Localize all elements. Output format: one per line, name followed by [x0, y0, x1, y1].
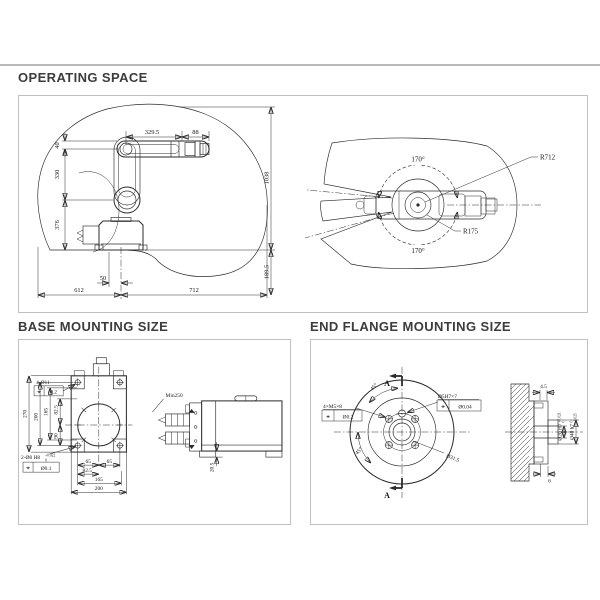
dim-40: 40	[54, 142, 61, 149]
base-side-view	[152, 393, 281, 472]
top-divider	[0, 64, 600, 66]
section-label-top: A	[384, 379, 390, 388]
end-flange-drawing	[311, 340, 587, 524]
dim-165-v: 165	[43, 407, 50, 416]
dim-82-5-v: 82.5	[53, 405, 60, 415]
pins-tol-sub: 0	[45, 458, 47, 463]
position-symbol: ⌖	[26, 465, 30, 473]
dim-back-reach: 612	[74, 287, 84, 294]
dim-90: 90	[53, 433, 60, 439]
pins-pos-value: Ø0.1	[40, 465, 52, 472]
screws-pos-value: Ø0.2	[342, 414, 354, 421]
flange-plate-section	[534, 401, 548, 464]
min-clearance-label: Min250	[165, 392, 183, 399]
dim-flange-len: 88	[192, 129, 199, 136]
base-front-view	[21, 358, 132, 495]
dim-20-5: 20.5	[209, 462, 216, 473]
dim-200: 200	[94, 486, 103, 493]
dim-height: 1038	[263, 171, 271, 185]
angle-45-bottom: 45°	[354, 446, 365, 457]
dim-376: 376	[54, 220, 61, 230]
position-symbol: ⌖	[37, 388, 41, 396]
radius-outer-label: R712	[540, 153, 556, 162]
dim-65-b: 65	[106, 459, 113, 466]
section-label-bottom: A	[384, 491, 390, 500]
end-flange-panel	[310, 339, 588, 525]
dim-65-a: 65	[85, 459, 91, 466]
dim-82-5: 82.5	[82, 468, 92, 475]
bore-tol-sub: 0	[561, 420, 566, 423]
dim-330: 330	[54, 169, 61, 180]
holes-pos-value: 0.2	[50, 389, 58, 396]
base-mounting-panel	[18, 339, 291, 525]
dim-4-5: 4.5	[540, 384, 547, 390]
base-side-body	[202, 401, 282, 451]
dim-front-reach: 712	[189, 287, 199, 294]
dim-200-v: 200	[33, 412, 40, 421]
operating-space-drawing	[19, 96, 587, 312]
top-view	[305, 138, 556, 269]
holes-callout: 4-Ø11	[36, 379, 50, 386]
spigot-tol-sub: -0.025	[573, 413, 578, 423]
side-view	[38, 104, 275, 299]
robot-lower-arm	[114, 137, 140, 205]
flange-section-view	[505, 384, 583, 485]
bore-dia: Ø20 H7	[557, 423, 564, 441]
flange-front-view	[322, 367, 481, 500]
section-title-operating-space: OPERATING SPACE	[18, 70, 148, 85]
angle-45-top: 45°	[369, 382, 380, 393]
dim-reach-upper: 329.5	[144, 129, 160, 136]
base-mounting-drawing	[19, 340, 290, 524]
radius-inner-label: R175	[463, 227, 479, 236]
dim-165: 165	[94, 477, 103, 484]
bolt-circle-dia: Ø31.5	[445, 453, 460, 464]
spigot-dia: Ø40 h7	[569, 423, 576, 441]
angle-top: 170°	[411, 155, 425, 164]
pins-tol-sup: +0.022	[45, 453, 56, 458]
base-connector	[83, 226, 99, 244]
bore-tol-sup: +0.021	[557, 412, 562, 423]
dim-below-base: 189.5	[263, 264, 271, 280]
angle-bottom: 170°	[411, 247, 425, 255]
dim-6: 6	[548, 478, 551, 485]
pins-callout: 2-Ø8 H8	[21, 455, 41, 462]
screws-callout: 4×M5×8	[323, 404, 342, 410]
section-title-base-mounting: BASE MOUNTING SIZE	[18, 319, 169, 334]
section-hatch	[511, 384, 534, 481]
pin-pos-value: Ø0.04	[458, 404, 472, 411]
operating-space-panel	[18, 95, 588, 313]
dim-50: 50	[99, 275, 107, 282]
spigot-tol-sup: 0	[569, 420, 574, 423]
pin-callout: Ø5H7×7	[438, 394, 457, 400]
dim-270: 270	[22, 409, 29, 418]
position-symbol: ⌖	[441, 403, 445, 411]
position-symbol: ⌖	[326, 413, 330, 421]
section-title-end-flange: END FLANGE MOUNTING SIZE	[310, 319, 511, 334]
